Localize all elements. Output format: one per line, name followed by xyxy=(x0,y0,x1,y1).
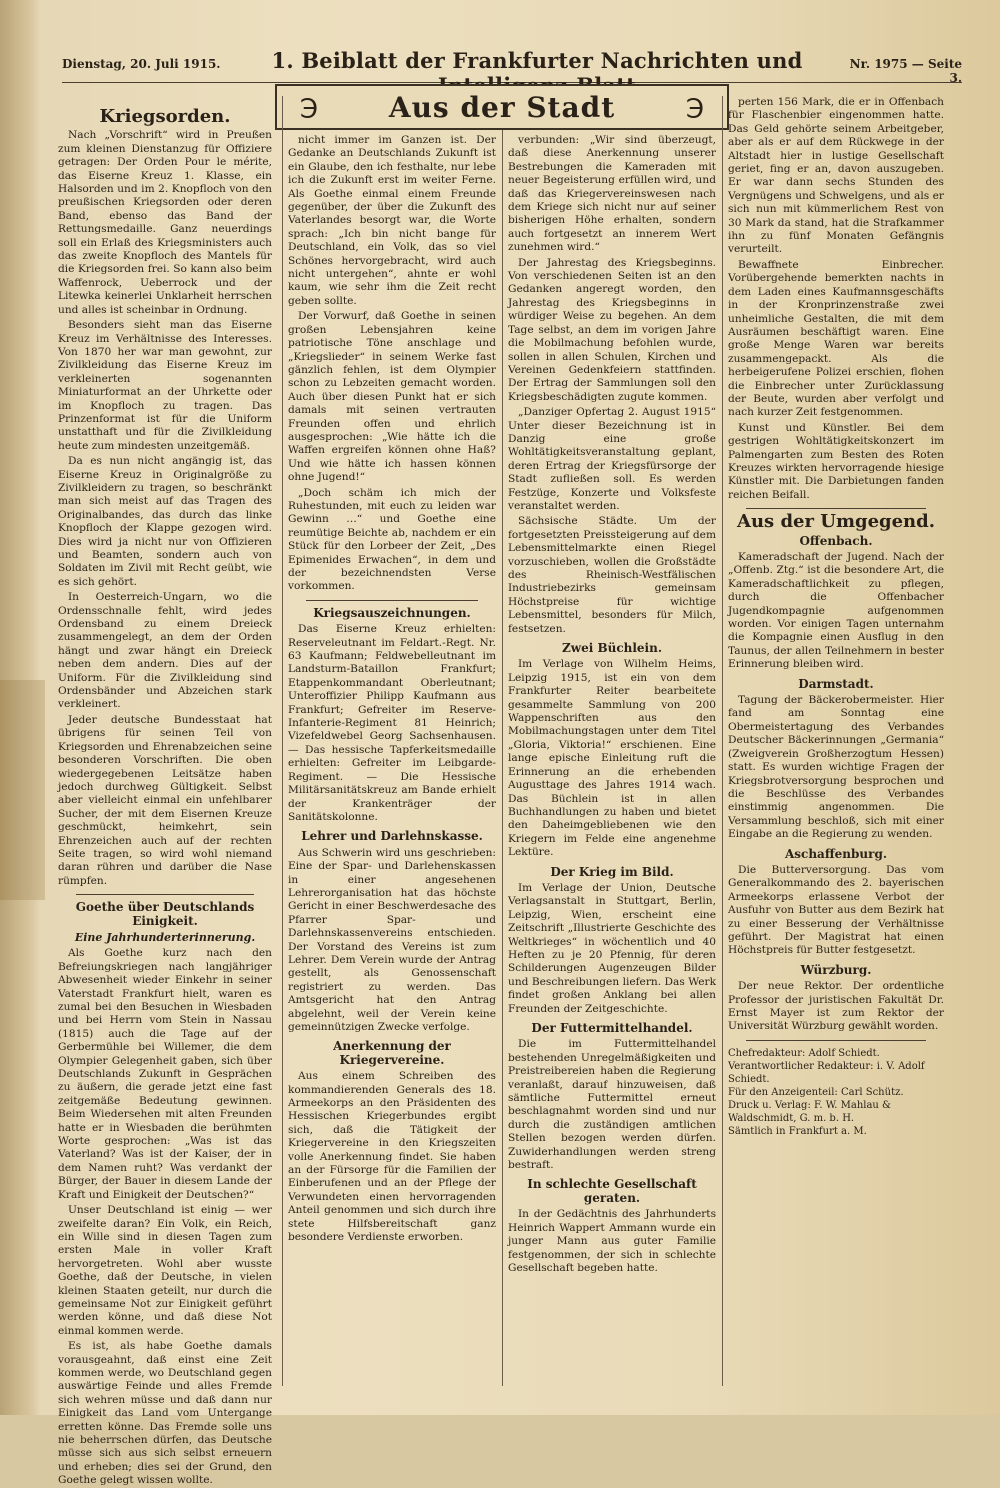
article-paragraph: Kameradschaft der Jugend. Nach der „Offenb. Ztg.“ ist die besondere Art, die Kameradschaftlichkeit zu pflegen, durch die Offenbacher Jugendkompagnie aufgenommen worden. Vor einigen Tagen unternahm die Kompagnie einen Ausflug in den Taunus, der allen Teilnehmern in bester Erinnerung bleiben wird. xyxy=(728,551,944,671)
supplement-title: 1. Beiblatt der Frankfurter Nachrichten und xyxy=(271,48,803,73)
article-paragraph: Als Goethe kurz nach den Befreiungskriegen nach langjähriger Abwesenheit wieder Einkehr in seiner Vaterstadt Frankfurt hielt, waren es zumal bei den Besuchen in Wiesbaden und bei Herrn vom Stein in Nassau (1815) auch die Tage auf der Gerbermühle bei Willemer, die dem Olympier Gelegenheit gaben, sich über Deutschlands Zukunft in Gesprächen zu äußern, die gerade jetzt eine fast zeitgemäße Bedeutung gewinnen. Beim Wiedersehen mit alten Freunden hatte er in Wiesbaden die berühmten Worte gesprochen: „Was ist das Vaterland? Was ist der Kaiser, der in dem Namen ruht? Was verdankt der Bürger, der Bauer in diesem Lande der Kraft und Einigkeit der Deutschen?“ xyxy=(58,947,272,1201)
imprint-separator xyxy=(746,1040,926,1041)
article-paragraph: Der neue Rektor. Der ordentliche Professor der juristischen Fakultät Dr. Ernst Mayer ist zum Rektor der Universität Würzburg gewählt worden. xyxy=(728,980,944,1033)
left-ornament-icon: ℈ xyxy=(299,91,319,121)
column-4 xyxy=(728,96,944,1386)
imprint-line: Verantwortlicher Redakteur: i. V. Adolf Schiedt. xyxy=(728,1060,925,1085)
article-paragraph: Unser Deutschland ist einig — wer zweifelte daran? Ein Volk, ein Reich, ein Wille sind in diesen Tagen zum ersten Male in voller Kraft hervorgetreten. Wohl aber wusste Goethe, daß der Deutsche, in vielen kleinen Staaten geteilt, nur durch die gemeinsame Not zur Einigkeit geführt werden könne, und daß diese Not einmal kommen werde. xyxy=(58,1204,272,1337)
article-heading: Anerkennung der Kriegervereine. xyxy=(333,1039,451,1067)
column-rule xyxy=(722,96,723,1386)
column-rule xyxy=(282,96,283,1386)
imprint-line: Sämtlich in Frankfurt a. M. xyxy=(728,1125,867,1137)
article-heading: Kriegsorden. xyxy=(99,106,231,127)
article-paragraph: Die Butterversorgung. Das vom Generalkommando des 2. bayerischen Armeekorps erlassene Verbot der Ausfuhr von Butter aus dem Bezirk hat zu einer Besserung der Verhältnisse geführt. Der Magistrat hat einen Höchstpreis für Butter festgesetzt. xyxy=(728,863,944,957)
article-heading: In schlechte Gesellschaft geraten. xyxy=(527,1177,697,1205)
article-paragraph: Im Verlage der Union, Deutsche Verlagsanstalt in Stuttgart, Berlin, Leipzig, Wien, erscheint eine Zeitschrift „Illustrierte Geschichte des Weltkrieges“ in wöchentlich und 40 Heften zu je 20 Pfennig, für deren Schilderungen Augenzeugen Bilder und Beschreibungen liefern. Das Werk findet großen Anklang bei allen Freunden der Zeitgeschichte. xyxy=(508,881,716,1015)
column-1 xyxy=(58,96,272,1487)
column-3 xyxy=(508,134,716,1386)
article-paragraph: Es ist, als habe Goethe damals vorausgeahnt, daß einst eine Zeit kommen werde, wo Deutschland gegen auswärtige Feinde und alles Fremde sich wehren müsse und daß dann nur Einigkeit das Land vom Untergange erretten könne. Das Fremde solle uns nie beherrschen dürfen, das Deutsche müsse sich aus sich selbst erneuern und erheben; dies sei der Grund, den Goethe gelegt wissen wollte. xyxy=(58,1340,272,1487)
article-paragraph: nicht immer im Ganzen ist. Der Gedanke an Deutschlands Zukunft ist ein Glaube, den ich festhalte, nur lebe ich die Zukunft erst im weiter Ferne. Als Goethe einmal einem Freunde gegenüber, der über die Zukunft des Vaterlandes besorgt war, die Worte sprach: „Ich bin nicht bange für Deutschland, ein Volk, das so viel Schönes hervorgebracht, wird auch nicht untergehen“, ahnte er wohl kaum, wie sehr ihm die Zeit recht geben sollte. xyxy=(288,134,496,307)
article-paragraph: Im Verlage von Wilhelm Heims, Leipzig 1915, ist ein von dem Frankfurter Reiter bearbeitete gesammelte Sammlung von 200 Wappenschriften aus den Mobilmachungstagen unter dem Titel „Gloria, Viktoria!“ erschienen. Eine lange epische Einleitung ruft die Erinnerung an die erhebenden Augusttage des Jahres 1914 wach. Das Büchlein ist in allen Buchhandlungen zu haben und bietet den Daheimgebliebenen wie den Kriegern im Felde eine angenehme Lektüre. xyxy=(508,658,716,859)
article-paragraph: Tagung der Bäckerobermeister. Hier fand am Sonntag eine Obermeistertagung des Verbandes Deutscher Bäckerinnungen „Germania“ (Zweigverein Großherzogtum Hessen) statt. Es wurden wichtige Fragen der Kriegsbrotversorgung besprochen und die Beschlüsse des Verbandes einstimmig angenommen. Die Versammlung beschloß, sich mit einer Eingabe an die Regierung zu wenden. xyxy=(728,694,944,841)
city-heading: Offenbach. xyxy=(799,533,873,548)
article-paragraph: In Oesterreich-Ungarn, wo die Ordensschnalle fehlt, wird jedes Ordensband zu einem Dreieck zusammengelegt, an dem der Orden hängt und zwar hängt ein Dreieck neben dem andern. Dies auf der Uniform. Für die Zivilkleidung sind Ordensbänder und Abzeichen stark verkleinert. xyxy=(58,591,272,711)
article-paragraph: In der Gedächtnis des Jahrhunderts Heinrich Wappert Ammann wurde ein junger Mann aus guter Familie festgenommen, der sich in schlechte Gesellschaft begeben hatte. xyxy=(508,1208,716,1274)
article-paragraph: Das Eiserne Kreuz erhielten: Reserveleutnant im Feldart.-Regt. Nr. 63 Kaufmann; Feldwebelleutnant im Landsturm-Bataillon Frankfurt; Etappenkommandant Oberleutnant; Unteroffizier Philipp Kaufmann aus Frankfurt; Gefreiter im Reserve-Infanterie-Regiment 81 Heinrich; Vizefeldwebel Georg Sachsenhausen. — Das hessische Tapferkeitsmedaille erhielten: Gefreiter im Leibgarde-Regiment. — Die Hessische Militärsanitätskreuz am Bande erhielt der Krankenträger der Sanitätskolonne. xyxy=(288,623,496,823)
city-heading: Darmstadt. xyxy=(798,676,874,691)
article-heading: Der Futtermittelhandel. xyxy=(531,1021,693,1035)
city-heading: Würzburg. xyxy=(800,962,872,977)
article-separator xyxy=(76,894,254,895)
section-title: Aus der Stadt xyxy=(388,90,616,124)
section-banner xyxy=(275,84,729,130)
imprint-line: Chefredakteur: Adolf Schiedt. xyxy=(728,1047,880,1059)
column-2 xyxy=(288,134,496,1386)
article-separator xyxy=(746,508,926,509)
right-ornament-icon: ℈ xyxy=(685,91,705,121)
article-heading: Goethe über Deutschlands Einigkeit. xyxy=(75,900,255,928)
article-paragraph: Da es nun nicht angängig ist, das Eiserne Kreuz in Originalgröße zu Zivilkleidern zu tragen, so beschränkt man sich meist auf das Tragen des Originalbandes, das durch das linke Knopfloch der Klappe gezogen wird. Dies wird ja nicht nur von Offizieren und Beamten, sondern auch von Soldaten im Zivil mit Recht geübt, wie es sich gehört. xyxy=(58,455,272,588)
article-paragraph: „Doch schäm ich mich der Ruhestunden, mit euch zu leiden war Gewinn …“ und Goethe eine reumütige Beichte ab, nachdem er ein Stück für den Lorbeer der Zeit, „Des Epimenides Erwachen“, in dem und der bezeichnendsten Verse vorkommen. xyxy=(288,486,496,593)
article-paragraph: Der Jahrestag des Kriegsbeginns. Von verschiedenen Seiten ist an den Gedanken angeregt worden, den Jahrestag des Kriegsbeginns in würdiger Weise zu begehen. An dem Tage selbst, an dem im vorigen Jahre die Mobilmachung befohlen wurde, sollen in allen Schulen, Kirchen und Vereinen Gedenkfeiern stattfinden. Der Ertrag der Sammlungen soll den Kriegsbeschädigten zugute kommen. xyxy=(508,256,716,403)
article-heading: Kriegsauszeichnungen. xyxy=(313,605,471,620)
article-paragraph: Die im Futtermittelhandel bestehenden Unregelmäßigkeiten und Preistreibereien haben die Regierung veranlaßt, darauf hinzuweisen, daß sämtliche Futtermittel erneut beschlagnahmt worden sind und nur durch die zuständigen amtlichen Stellen bezogen werden dürfen. Zuwiderhandlungen werden streng bestraft. xyxy=(508,1038,716,1172)
article-paragraph: perten 156 Mark, die er in Offenbach für Flaschenbier eingenommen hatte. Das Geld gehörte seinem Arbeitgeber, aber als er auf dem Rückwege in der Altstadt hier in lustige Gesellschaft geriet, fing er an, davon auszugeben. Er war dann sechs Stunden des Vergnügens und Schwelgens, und als er sich nun mit kümmerlichem Rest von 30 Mark da stand, hat die Strafkammer ihn zu fünf Monaten Gefängnis verurteilt. xyxy=(728,96,944,256)
imprint-line: Für den Anzeigenteil: Carl Schütz. xyxy=(728,1086,904,1098)
city-heading: Aschaffenburg. xyxy=(784,846,888,861)
article-paragraph: Sächsische Städte. Um der fortgesetzten Preissteigerung auf dem Lebensmittelmarkte einen Riegel vorzuschieben, wollen die Großstädte des Rheinisch-Westfälischen Industriebezirks gemeinsam Höchstpreise für wichtige Lebensmittel, besonders für Milch, festsetzen. xyxy=(508,515,716,635)
article-paragraph: Jeder deutsche Bundesstaat hat übrigens für seinen Teil von Kriegsorden und Ehrenabzeichen seine besonderen Vorschriften. Die oben wiedergegebenen Leitsätze haben jedoch durchweg Gültigkeit. Selbst aber vielleicht einmal ein unfehlbarer Sucher, der mit dem Eisernen Kreuze geschmückt, heimkehrt, sein Ehrenzeichen auch auf der rechten Seite tragen, so wird wohl niemand daran rühren und darüber die Nase rümpfen. xyxy=(58,713,272,887)
paper-fold-damage xyxy=(0,680,45,900)
article-paragraph: Der Vorwurf, daß Goethe in seinen großen Lebensjahren keine patriotische Töne anschlage und „Kriegslieder“ in seinem Werke fast gänzlich fehlen, ist dem Olympier schon zu Lebzeiten gemacht worden. Auch über diesen Punkt hat er sich damals mit seinen vertrauten Freunden offen und ehrlich ausgesprochen: „Wie hätte ich die Waffen ergreifen können ohne Haß? Und wie hätte ich hassen können ohne Jugend!“ xyxy=(288,310,496,484)
imprint-line: Druck u. Verlag: F. W. Mahlau & Waldschmidt, G. m. b. H. xyxy=(728,1099,891,1124)
column-rule xyxy=(502,130,503,1386)
article-heading: Zwei Büchlein. xyxy=(561,641,662,656)
issue-date: Dienstag, 20. Juli 1915. xyxy=(62,57,221,71)
article-paragraph: Kunst und Künstler. Bei dem gestrigen Wohltätigkeitskonzert im Palmengarten zum Besten des Roten Kreuzes wirkten hervorragende hiesige Künstler mit. Die Darbietungen fanden reichen Beifall. xyxy=(728,421,944,501)
article-paragraph: Besonders sieht man das Eiserne Kreuz im Verhältnisse des Interesses. Von 1870 her war man gewohnt, zur Zivilkleidung das Eiserne Kreuz im verkleinerten sogenannten Miniaturformat an der Uhrkette oder im Knopfloch zu tragen. Das Prinzenformat ist für die Uniform unstatthaft und für die Zivilkleidung heute zum mindesten unzeitgemäß. xyxy=(58,319,272,452)
article-heading: Lehrer und Darlehnskasse. xyxy=(301,829,483,844)
article-paragraph: Bewaffnete Einbrecher. Vorübergehende bemerkten nachts in dem Laden eines Kaufmannsgeschäfts in der Kronprinzenstraße zwei unheimliche Gestalten, die mit dem Ausräumen beschäftigt waren. Eine große Menge Waren war bereits zusammengepackt. Als die herbeigerufene Polizei erschien, flohen die Einbrecher unter Zurücklassung der Beute, wurden aber verfolgt und nach kurzer Zeit festgenommen. xyxy=(728,258,944,419)
page-header xyxy=(62,48,962,83)
article-heading: Der Krieg im Bild. xyxy=(550,864,674,879)
article-subheading: Eine Jahrhunderterinnerung. xyxy=(74,930,256,944)
article-separator xyxy=(306,600,478,601)
article-paragraph: „Danziger Opfertag 2. August 1915“ Unter dieser Bezeichnung ist in Danzig eine große Wohltätigkeitsveranstaltung geplant, deren Ertrag der Kriegsfürsorge der Stadt zufließen soll. Es werden Festzüge, Konzerte und Volksfeste veranstaltet werden. xyxy=(508,406,716,512)
section-heading: Aus der Umgegend. xyxy=(737,511,935,533)
article-paragraph: Aus einem Schreiben des kommandierenden Generals des 18. Armeekorps an den Präsidenten des Hessischen Kriegerbundes ergibt sich, daß die Tätigkeit der Kriegervereine in den Kriegszeiten volle Anerkennung findet. Sie haben an der Fürsorge für die Familien der Einberufenen und an der Pflege der Verwundeten einen hervorragenden Anteil genommen und sich durch ihre stete Hilfsbereitschaft ganz besondere Verdienste erworben. xyxy=(288,1070,496,1244)
article-paragraph: Nach „Vorschrift“ wird in Preußen zum kleinen Dienstanzug für Offiziere getragen: Der Orden Pour le mérite, das Eiserne Kreuz 1. Klasse, ein Halsorden und im 2. Knopfloch von den preußischen Kriegsorden oder deren Band, ebenso das Band der Rettungsmedaille. Ganz neuerdings soll ein Erlaß des Kriegsministers auch das zweite Knopfloch des Mantels für die Kriegsorden frei. So kann also beim Waffenrock, Ueberrock und der Litewka keinerlei Unklarheit herrschen und alles ist scheinbar in Ordnung. xyxy=(58,129,272,316)
article-paragraph: Aus Schwerin wird uns geschrieben: Eine der Spar- und Darlehenskassen in einer angesehenen Lehrerorganisation hat das höchste Gericht in einer Beschwerdesache des Pfarrer Spar- und Darlehnskassenvereins entschieden. Der Vorstand des Vereins ist zum Lehrer. Dem Verein wurde der Antrag gestellt, als Genossenschaft registriert zu werden. Das Amtsgericht hat den Antrag abgelehnt, weil der Verein keine gemeinnützigen Zwecke verfolge. xyxy=(288,846,496,1033)
article-paragraph: verbunden: „Wir sind überzeugt, daß diese Anerkennung unserer Bestrebungen die Kameraden mit neuer Begeisterung erfüllen wird, und daß das Kriegervereinswesen nach dem Kriege sich nicht nur auf seiner bisherigen Höhe erhalten, sondern auch fortgesetzt an innerem Wert zunehmen wird.“ xyxy=(508,134,716,254)
imprint xyxy=(728,1047,944,1138)
issue-number: Nr. 1975 — Seite 3. xyxy=(849,57,962,85)
